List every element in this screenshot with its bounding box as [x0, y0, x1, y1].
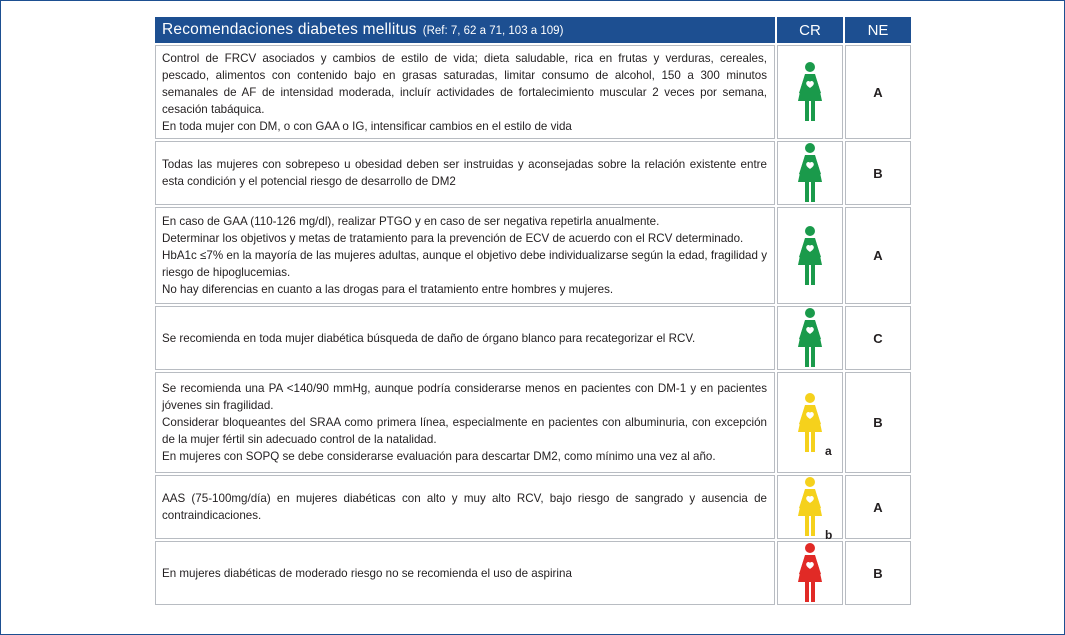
woman-heart-icon — [795, 476, 825, 538]
evidence-level: B — [845, 141, 911, 205]
recommendation-class-cell — [777, 372, 843, 473]
recommendation-line: En caso de GAA (110-126 mg/dl), realizar PTGO y en caso de ser negativa repetirla anualmente. — [162, 215, 660, 228]
woman-heart-icon — [795, 392, 825, 454]
recommendation-class-figure — [795, 542, 825, 604]
evidence-level: C — [845, 306, 911, 370]
recommendation-class-cell — [777, 207, 843, 304]
table-row — [155, 141, 911, 205]
evidence-level: A — [845, 475, 911, 539]
table-row — [155, 45, 911, 139]
table-row — [155, 372, 911, 473]
recommendation-text — [155, 207, 775, 304]
evidence-level: A — [845, 45, 911, 139]
recommendation-line: Determinar los objetivos y metas de tratamiento para la prevención de ECV de acuerdo con el RCV determinado. — [162, 232, 744, 245]
table-row — [155, 207, 911, 304]
table-row — [155, 475, 911, 539]
recommendation-class-cell — [777, 45, 843, 139]
recommendation-text — [155, 45, 775, 139]
recommendation-text — [155, 306, 775, 370]
table-row — [155, 306, 911, 370]
recommendation-class-figure — [795, 392, 832, 458]
recommendation-text — [155, 372, 775, 473]
column-header-ne: NE — [845, 17, 911, 43]
evidence-level: B — [845, 541, 911, 605]
recommendations-table — [153, 15, 913, 607]
recommendation-line: En toda mujer con DM, o con GAA o IG, intensificar cambios en el estilo de vida — [162, 119, 572, 133]
recommendation-line: Se recomienda en toda mujer diabética búsqueda de daño de órgano blanco para recategorizar el RCV. — [162, 331, 696, 345]
evidence-level: A — [845, 207, 911, 304]
table-title-text: Recomendaciones diabetes mellitus — [162, 21, 417, 38]
recommendation-class-figure — [795, 307, 825, 369]
recommendation-line: Considerar bloqueantes del SRAA como primera línea, especialmente en pacientes con albuminuria, con excepción de la mujer fértil sin adecuado control de la natalidad. — [162, 416, 767, 446]
table-row — [155, 541, 911, 605]
recommendation-line: En mujeres diabéticas de moderado riesgo no se recomienda el uso de aspirina — [162, 566, 572, 580]
recommendation-line: Control de FRCV asociados y cambios de estilo de vida; dieta saludable, rica en frutas y verduras, cereales, pescado, alimentos con contenido bajo en grasas saturadas, limitar consumo de alcohol, 150 a 300 minutos semanales de AF de intensidad moderada, incluír actividades de fortalecimiento muscular 2 veces por semana, cesación tabáquica. — [162, 51, 767, 116]
recommendation-class-figure — [795, 476, 833, 542]
recommendation-class-cell — [777, 306, 843, 370]
column-header-cr: CR — [777, 17, 843, 43]
recommendation-class-figure — [795, 61, 825, 123]
recommendation-line: HbA1c ≤7% en la mayoría de las mujeres adultas, aunque el objetivo debe individualizarse según la edad, fragilidad y riesgo de hipoglucemias. — [162, 249, 767, 279]
footnote-marker: b — [825, 528, 833, 542]
recommendation-text — [155, 475, 775, 539]
table-header-row — [155, 17, 911, 43]
table-title-ref: (Ref: 7, 62 a 71, 103 a 109) — [422, 25, 564, 37]
recommendation-line: En mujeres con SOPQ se debe considerarse evaluación para descartar DM2, como mínimo una vez al año. — [162, 450, 716, 463]
recommendation-class-cell — [777, 141, 843, 205]
evidence-level: B — [845, 372, 911, 473]
woman-heart-icon — [795, 61, 825, 123]
recommendation-class-cell — [777, 541, 843, 605]
recommendation-class-cell — [777, 475, 843, 542]
recommendation-text — [155, 141, 775, 205]
woman-heart-icon — [795, 142, 825, 204]
woman-heart-icon — [795, 225, 825, 287]
woman-heart-icon — [795, 307, 825, 369]
footnote-marker: a — [825, 443, 832, 458]
recommendation-class-figure — [795, 225, 825, 287]
recommendation-line: AAS (75-100mg/día) en mujeres diabéticas con alto y muy alto RCV, bajo riesgo de sangrado y ausencia de contraindicaciones. — [162, 492, 767, 522]
table-title — [155, 17, 775, 43]
woman-heart-icon — [795, 542, 825, 604]
recommendation-class-figure — [795, 142, 825, 204]
recommendation-line: Se recomienda una PA <140/90 mmHg, aunque podría considerarse menos en pacientes con DM-1 y en pacientes jóvenes sin fragilidad. — [162, 382, 767, 412]
recommendation-line: Todas las mujeres con sobrepeso u obesidad deben ser instruidas y aconsejadas sobre la relación existente entre esta condición y el potencial riesgo de desarrollo de DM2 — [162, 158, 767, 188]
recommendation-line: No hay diferencias en cuanto a las drogas para el tratamiento entre hombres y mujeres. — [162, 283, 614, 296]
recommendation-text — [155, 541, 775, 605]
